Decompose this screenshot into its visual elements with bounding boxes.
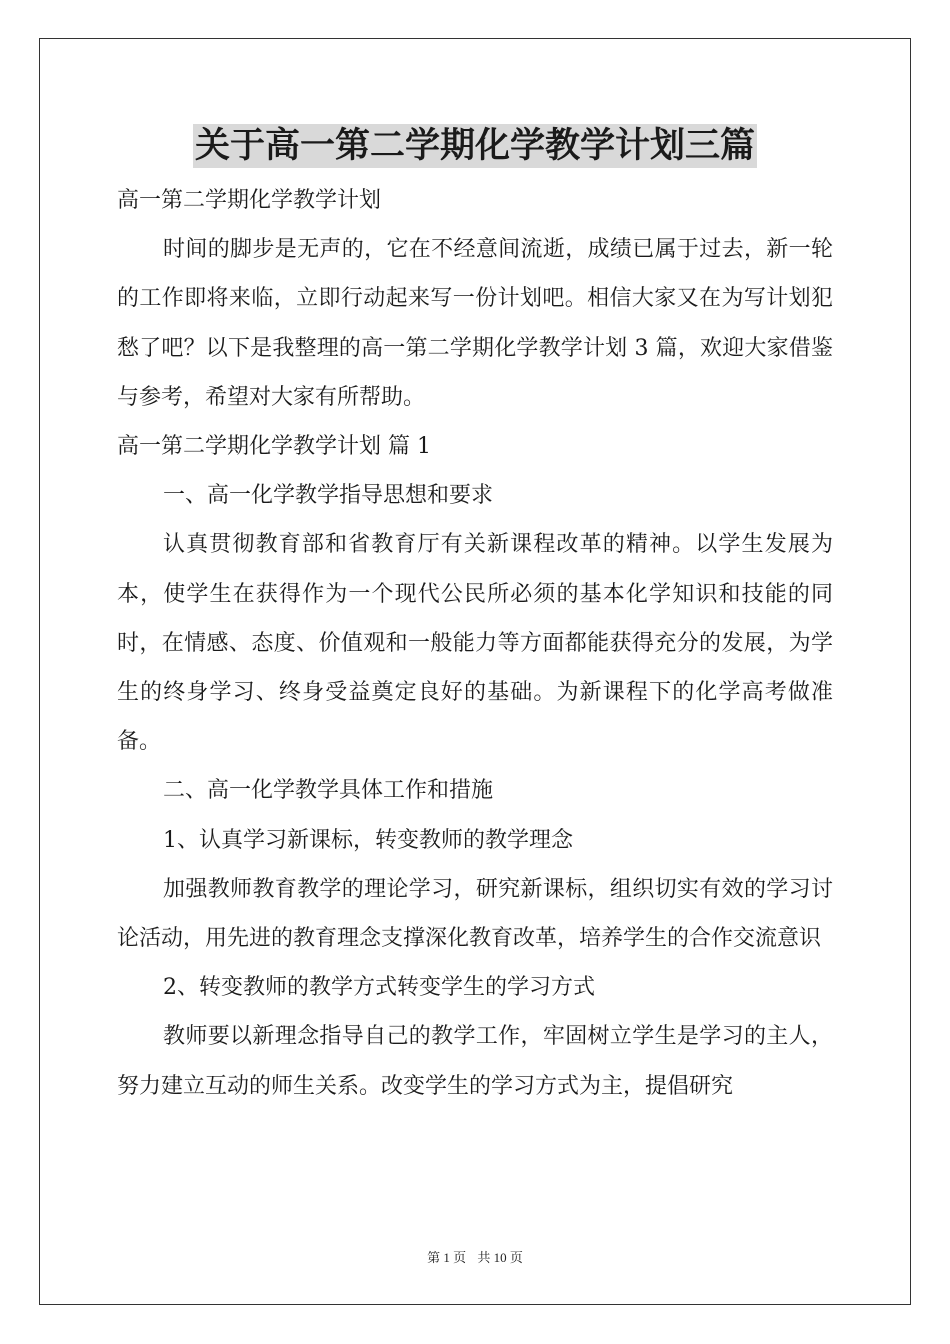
paragraph: 二、高一化学教学具体工作和措施 [163,778,494,804]
page-total: 共 10 页 [477,1250,523,1265]
document-body [117,176,833,1111]
paragraph: 加强教师教育教学的理论学习，研究新课标，组织切实有效的学习讨论活动，用先进的教育理念支撑深化教育改革，培养学生的合作交流意识 [117,876,833,952]
paragraph: 认真贯彻教育部和省教育厅有关新课程改革的精神。以学生发展为本，使学生在获得作为一个现代公民所必须的基本化学知识和技能的同时，在情感、态度、价值观和一般能力等方面都能获得充分的发展，为学生的终身学习、终身受益奠定良好的基础。为新课程下的化学高考做准备。 [117,532,833,755]
paragraph: 时间的脚步是无声的，它在不经意间流逝，成绩已属于过去，新一轮的工作即将来临，立即行动起来写一份计划吧。相信大家又在为写计划犯愁了吧？以下是我整理的高一第二学期化学教学计划 3 篇，欢迎大家借鉴与参考，希望对大家有所帮助。 [117,237,833,410]
section-heading: 高一第二学期化学教学计划 篇 1 [117,434,431,460]
paragraph: 2、转变教师的教学方式转变学生的学习方式 [163,975,595,1001]
title-container [0,124,950,168]
paragraph: 高一第二学期化学教学计划 [117,188,382,213]
paragraph: 一、高一化学教学指导思想和要求 [163,483,494,509]
paragraph: 教师要以新理念指导自己的教学工作，牢固树立学生是学习的主人，努力建立互动的师生关系。改变学生的学习方式为主，提倡研究 [117,1024,833,1099]
page-footer [0,1247,950,1266]
paragraph: 1、认真学习新课标，转变教师的教学理念 [163,827,573,853]
page-number: 第 1 页 [427,1250,467,1265]
document-title: 关于高一第二学期化学教学计划三篇 [194,125,755,166]
